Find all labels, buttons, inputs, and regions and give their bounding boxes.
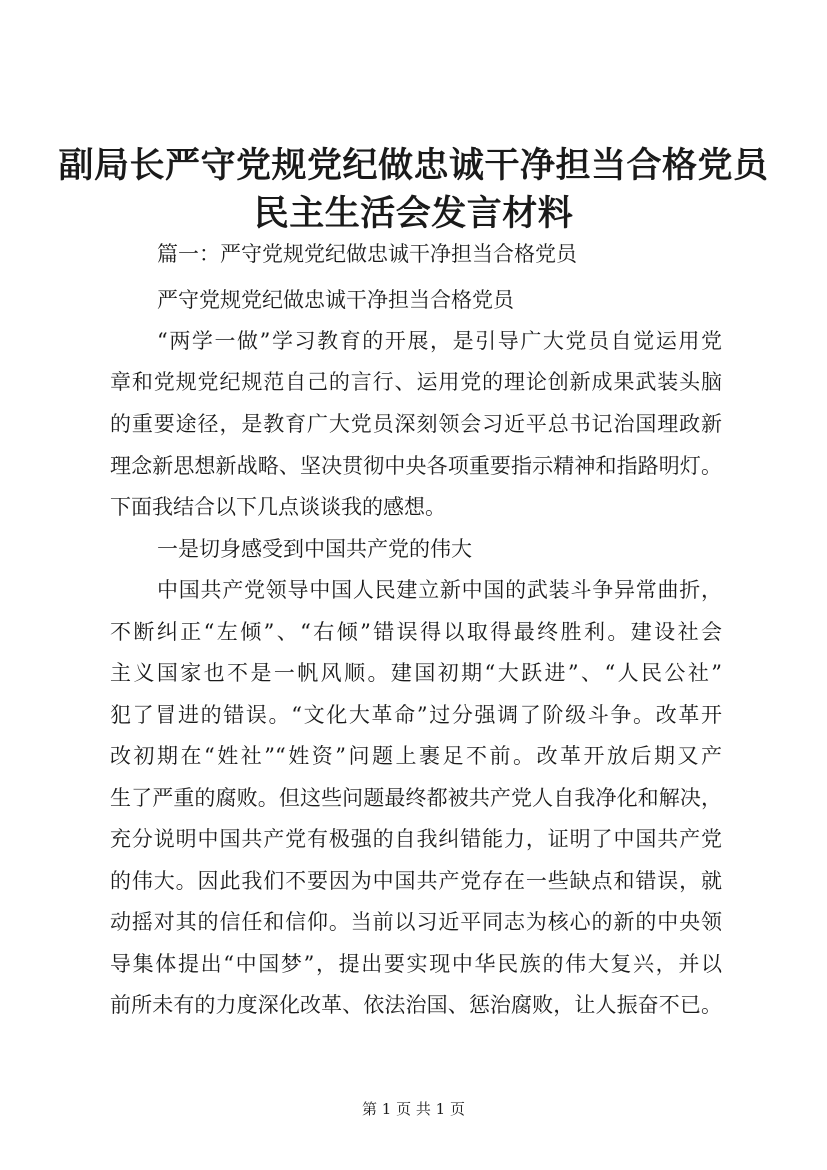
text-line: 犯了冒进的错误。“文化大革命”过分强调了阶级斗争。改革开 (110, 703, 722, 727)
text-line: “两学一做”学习教育的开展，是引导广大党员自觉运用党 (157, 329, 722, 353)
text-line: 篇一：严守党规党纪做忠诚干净担当合格党员 (157, 242, 577, 266)
document-title-line-1: 副局长严守党规党纪做忠诚干净担当合格党员 (58, 145, 769, 186)
text-line: 严守党规党纪做忠诚干净担当合格党员 (157, 288, 514, 312)
text-line: 改初期在“姓社”“姓资”问题上裹足不前。改革开放后期又产 (110, 744, 722, 768)
text-line: 理念新思想新战略、坚决贯彻中央各项重要指示精神和指路明灯。 (110, 454, 722, 478)
text-line: 充分说明中国共产党有极强的自我纠错能力，证明了中国共产党 (110, 827, 722, 851)
section-heading: 一是切身感受到中国共产党的伟大 (157, 537, 472, 561)
text-line: 不断纠正“左倾”、“右倾”错误得以取得最终胜利。建设社会 (110, 620, 722, 644)
text-line: 下面我结合以下几点谈谈我的感想。 (110, 495, 446, 519)
text-line: 中国共产党领导中国人民建立新中国的武装斗争异常曲折， (157, 578, 722, 602)
text-line: 的伟大。因此我们不要因为中国共产党存在一些缺点和错误，就 (110, 869, 722, 893)
text-line: 导集体提出“中国梦”，提出要实现中华民族的伟大复兴，并以 (110, 952, 722, 976)
document-title-line-2: 民主生活会发言材料 (253, 193, 574, 234)
text-line: 前所未有的力度深化改革、依法治国、惩治腐败，让人振奋不已。 (110, 993, 722, 1017)
text-line: 动摇对其的信任和信仰。当前以习近平同志为核心的新的中央领 (110, 910, 722, 934)
text-line: 主义国家也不是一帆风顺。建国初期“大跃进”、“人民公社” (110, 661, 722, 685)
text-line: 的重要途径，是教育广大党员深刻领会习近平总书记治国理政新 (110, 412, 722, 436)
text-line: 章和党规党纪规范自己的言行、运用党的理论创新成果武装头脑 (110, 370, 722, 394)
page-footer: 第 1 页 共 1 页 (362, 1100, 465, 1118)
text-line: 生了严重的腐败。但这些问题最终都被共产党人自我净化和解决， (110, 786, 722, 810)
